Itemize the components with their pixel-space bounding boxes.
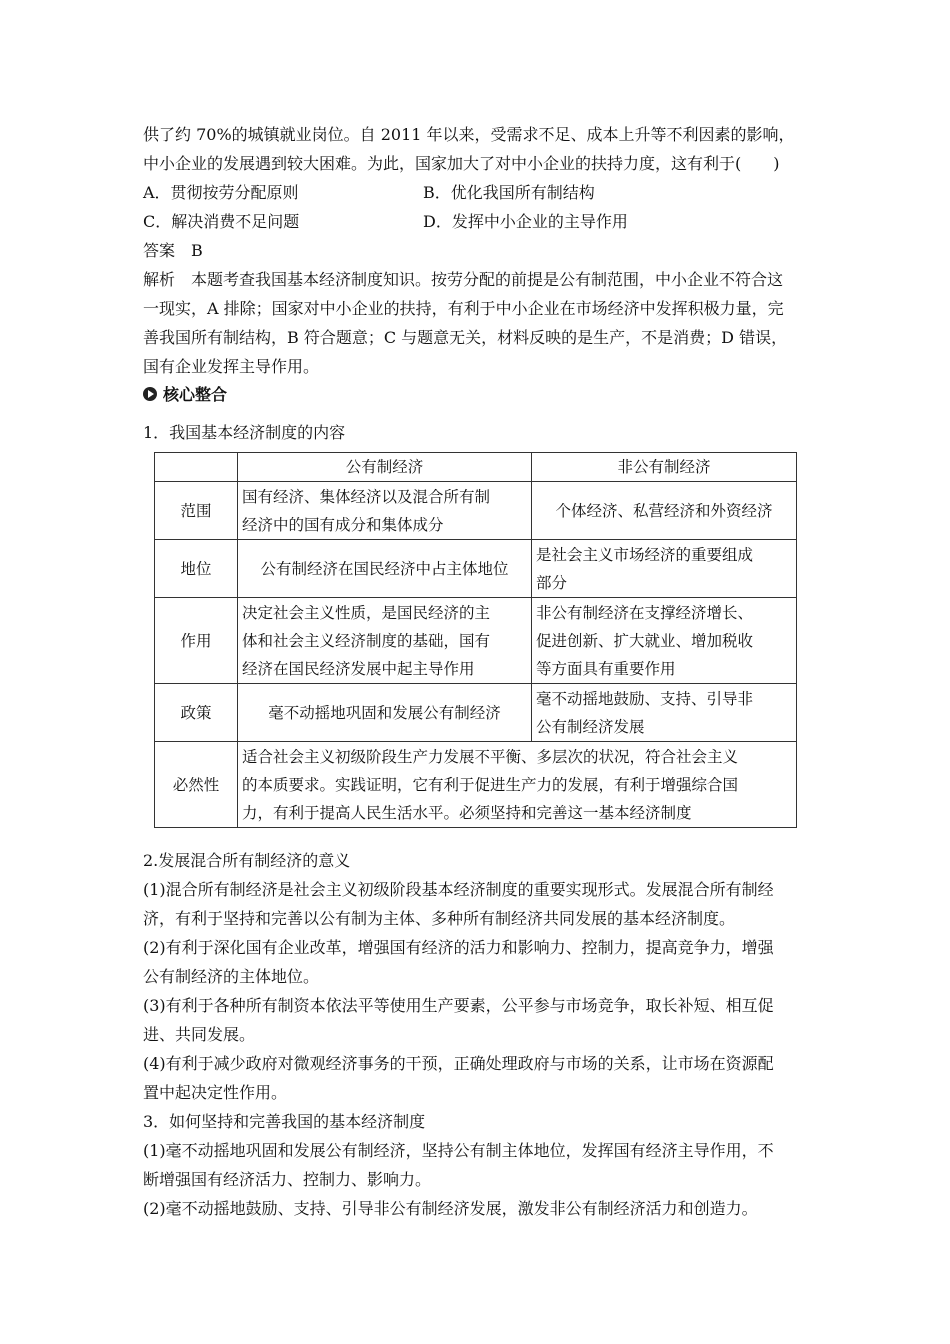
question-line-1: 供了约 70%的城镇就业岗位。自 2011 年以来，受需求不足、成本上升等不利因素的影响，	[143, 125, 795, 144]
cell-line: 部分	[536, 573, 568, 592]
analysis-line: 善我国所有制结构，B 符合题意；C 与题意无关，材料反映的是生产，不是消费；D 错误，	[143, 328, 788, 347]
merged-cell	[238, 742, 797, 828]
section-1-title: 1．我国基本经济制度的内容	[143, 423, 346, 442]
analysis-line: 一现实，A 排除；国家对中小企业的扶持，有利于中小企业在市场经济中发挥积极力量，完	[143, 299, 784, 318]
options-row-1	[143, 178, 811, 207]
row-label: 地位	[155, 540, 238, 598]
table-row	[155, 742, 797, 828]
section-2-title: 2.发展混合所有制经济的意义	[143, 851, 351, 870]
public-cell	[238, 540, 532, 598]
section-3-line: (2)毫不动摇地鼓励、支持、引导非公有制经济发展，激发非公有制经济活力和创造力。	[143, 1199, 758, 1218]
section-2	[143, 846, 811, 1107]
cell-line: 适合社会主义初级阶段生产力发展不平衡、多层次的状况，符合社会主义	[242, 747, 739, 766]
section-2-line: 进、共同发展。	[143, 1025, 256, 1044]
section-3	[143, 1107, 811, 1223]
option-c: C．解决消费不足问题	[143, 212, 300, 231]
section-2-line: (3)有利于各种所有制资本依法平等使用生产要素，公平参与市场竞争，取长补短、相互促	[143, 996, 774, 1015]
table-row	[155, 598, 797, 684]
public-cell	[238, 684, 532, 742]
section-heading	[143, 382, 227, 405]
cell-line: 经济中的国有成分和集体成分	[242, 515, 444, 534]
nonpublic-cell	[532, 540, 797, 598]
cell-line: 决定社会主义性质，是国民经济的主	[242, 603, 491, 622]
options-row-2	[143, 207, 811, 236]
table-row	[155, 482, 797, 540]
cell-line: 等方面具有重要作用	[536, 659, 676, 678]
row-label: 范围	[155, 482, 238, 540]
play-circle-icon	[143, 387, 157, 401]
cell-line: 促进创新、扩大就业、增加税收	[536, 631, 754, 650]
section-2-line: (2)有利于深化国有企业改革，增强国有经济的活力和影响力、控制力，提高竞争力，增强	[143, 938, 774, 957]
row-label: 必然性	[155, 742, 238, 828]
section-2-line: 置中起决定性作用。	[143, 1083, 288, 1102]
answer: 答案 B	[143, 241, 203, 260]
section-2-line: 公有制经济的主体地位。	[143, 967, 320, 986]
nonpublic-cell	[532, 598, 797, 684]
section-2-line: (4)有利于减少政府对微观经济事务的干预，正确处理政府与市场的关系，让市场在资源配	[143, 1054, 774, 1073]
cell-line: 的本质要求。实践证明，它有利于促进生产力的发展，有利于增强综合国	[242, 775, 739, 794]
section-title: 核心整合	[163, 385, 228, 404]
table-row	[155, 540, 797, 598]
option-a: A．贯彻按劳分配原则	[143, 183, 299, 202]
analysis-line: 国有企业发挥主导作用。	[143, 357, 320, 376]
section-2-line: (1)混合所有制经济是社会主义初级阶段基本经济制度的重要实现形式。发展混合所有制经	[143, 880, 774, 899]
economic-system-table	[154, 452, 797, 828]
cell-line: 毫不动摇地巩固和发展公有制经济	[268, 703, 501, 722]
cell-line: 个体经济、私营经济和外资经济	[555, 501, 773, 520]
section-3-line: (1)毫不动摇地巩固和发展公有制经济，坚持公有制主体地位，发挥国有经济主导作用，不	[143, 1141, 774, 1160]
cell-line: 毫不动摇地鼓励、支持、引导非	[536, 689, 754, 708]
cell-line: 国有经济、集体经济以及混合所有制	[242, 487, 491, 506]
table-header-public: 公有制经济	[238, 453, 532, 482]
cell-line: 力，有利于提高人民生活水平。必须坚持和完善这一基本经济制度	[242, 803, 692, 822]
cell-line: 公有制经济发展	[536, 717, 645, 736]
public-cell	[238, 482, 532, 540]
section-1-title-block	[143, 418, 811, 447]
public-cell	[238, 598, 532, 684]
cell-line: 经济在国民经济发展中起主导作用	[242, 659, 475, 678]
section-2-line: 济，有利于坚持和完善以公有制为主体、多种所有制经济共同发展的基本经济制度。	[143, 909, 736, 928]
question-block	[143, 120, 811, 381]
row-label: 作用	[155, 598, 238, 684]
cell-line: 体和社会主义经济制度的基础，国有	[242, 631, 491, 650]
nonpublic-cell	[532, 482, 797, 540]
table-header-nonpublic: 非公有制经济	[532, 453, 797, 482]
nonpublic-cell	[532, 684, 797, 742]
table-header-row	[155, 453, 797, 482]
cell-line: 公有制经济在国民经济中占主体地位	[260, 559, 509, 578]
question-line-2: 中小企业的发展遇到较大困难。为此，国家加大了对中小企业的扶持力度，这有利于( )	[143, 154, 780, 173]
analysis-line: 解析 本题考查我国基本经济制度知识。按劳分配的前提是公有制范围，中小企业不符合这	[143, 270, 784, 289]
table-row	[155, 684, 797, 742]
option-d: D．发挥中小企业的主导作用	[423, 212, 628, 231]
cell-line: 非公有制经济在支撑经济增长、	[536, 603, 754, 622]
section-3-title: 3．如何坚持和完善我国的基本经济制度	[143, 1112, 426, 1131]
table-header-empty	[155, 453, 238, 482]
section-3-line: 断增强国有经济活力、控制力、影响力。	[143, 1170, 432, 1189]
cell-line: 是社会主义市场经济的重要组成	[536, 545, 754, 564]
row-label: 政策	[155, 684, 238, 742]
option-b: B．优化我国所有制结构	[423, 183, 595, 202]
